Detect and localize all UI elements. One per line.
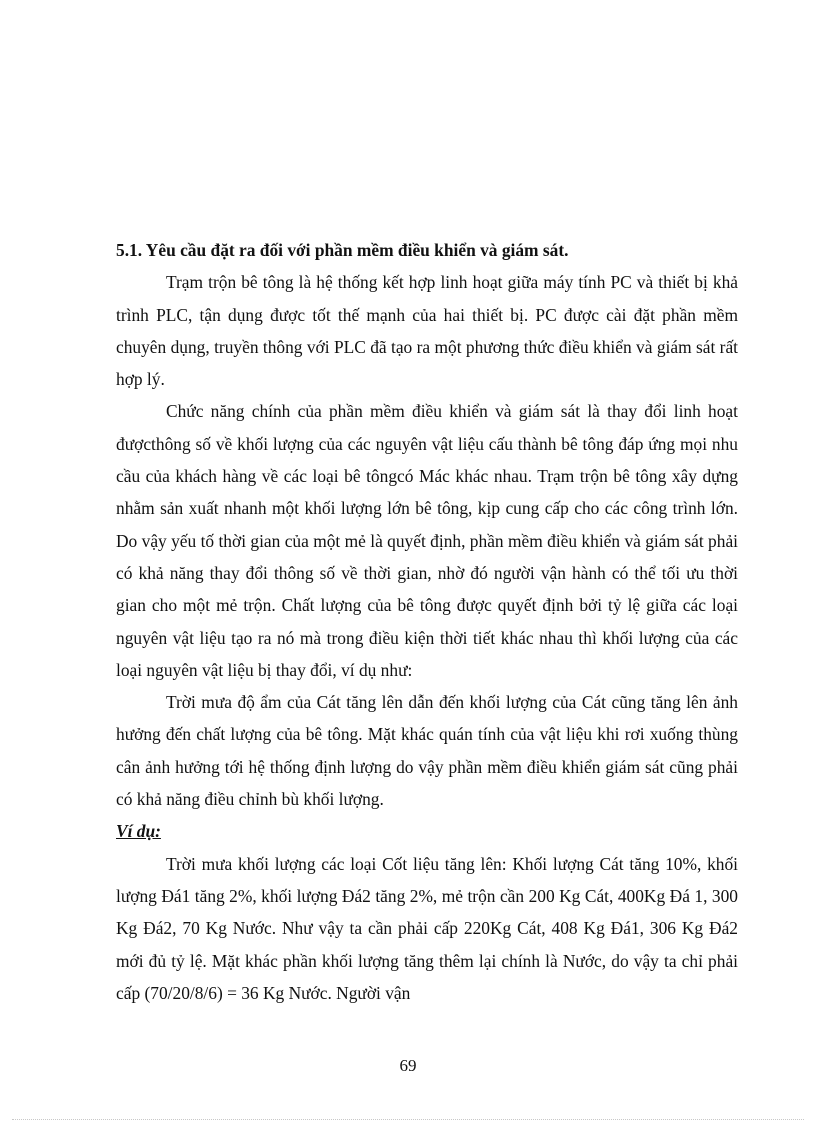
footer-divider	[12, 1119, 804, 1120]
example-label: Ví dụ:	[116, 821, 161, 842]
page-number: 69	[399, 1056, 417, 1075]
page-body	[116, 234, 738, 1009]
paragraph-intro: Trạm trộn bê tông là hệ thống kết hợp linh hoạt giữa máy tính PC và thiết bị khả trình PLC, tận dụng được tốt thế mạnh của hai thiết bị. PC được cài đặt phần mềm chuyên dụng, truyền thông với PLC đã tạo ra một phương thức điều khiển và giám sát rất hợp lý.	[116, 272, 738, 390]
paragraph-rain-effect: Trời mưa độ ẩm của Cát tăng lên dẫn đến khối lượng của Cát cũng tăng lên ảnh hưởng đến chất lượng của bê tông. Mặt khác quán tính của vật liệu khi rơi xuống thùng cân ảnh hưởng tới hệ thống định lượng do vậy phần mềm điều khiển giám sát cũng phải có khả năng điều chỉnh bù khối lượng.	[116, 692, 738, 810]
section-heading: 5.1. Yêu cầu đặt ra đối với phần mềm điều khiển và giám sát.	[116, 240, 569, 260]
paragraph-example: Trời mưa khối lượng các loại Cốt liệu tăng lên: Khối lượng Cát tăng 10%, khối lượng Đá1 tăng 2%, khối lượng Đá2 tăng 2%, mẻ trộn cần 200 Kg Cát, 400Kg Đá 1, 300 Kg Đá2, 70 Kg Nước. Như vậy ta cần phải cấp 220Kg Cát, 408 Kg Đá1, 306 Kg Đá2 mới đủ tỷ lệ. Mặt khác phần khối lượng tăng thêm lại chính là Nước, do vậy ta chỉ phải cấp (70/20/8/6) = 36 Kg Nước. Người vận	[116, 853, 738, 1003]
paragraph-main-function: Chức năng chính của phần mềm điều khiển và giám sát là thay đổi linh hoạt đượcthông số về khối lượng của các nguyên vật liệu cấu thành bê tông đáp ứng mọi nhu cầu của khách hàng về các loại bê tôngcó Mác khác nhau. Trạm trộn bê tông xây dựng nhằm sản xuất nhanh một khối lượng lớn bê tông, kịp cung cấp cho các công trình lớn. Do vậy yếu tố thời gian của một mẻ là quyết định, phần mềm điều khiển và giám sát phải có khả năng thay đổi thông số về thời gian, nhờ đó người vận hành có thể tối ưu thời gian cho một mẻ trộn. Chất lượng của bê tông được quyết định bởi tỷ lệ giữa các loại nguyên vật liệu tạo ra nó mà trong điều kiện thời tiết khác nhau thì khối lượng của các loại nguyên vật liệu bị thay đổi, ví dụ như:	[116, 401, 738, 680]
